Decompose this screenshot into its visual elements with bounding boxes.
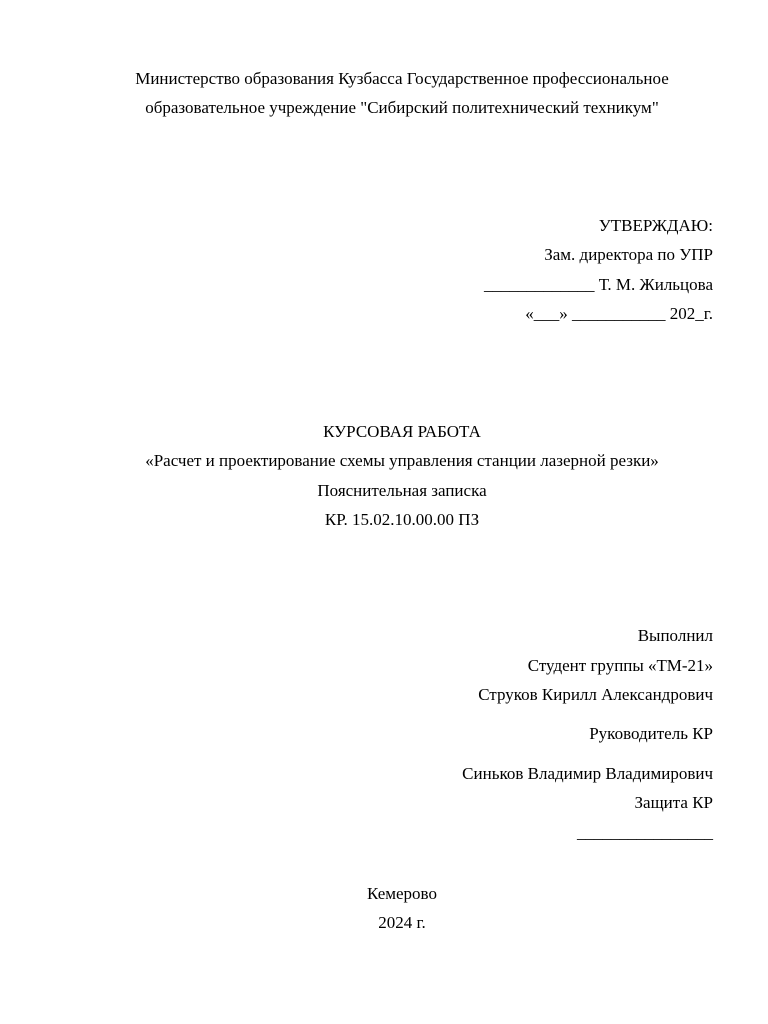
- footer-year: 2024 г.: [378, 913, 426, 932]
- work-subtitle: Пояснительная записка: [317, 481, 487, 500]
- approval-signature: _____________ Т. М. Жильцова: [483, 275, 713, 294]
- supervisor-name: Синьков Владимир Владимирович: [462, 764, 713, 783]
- work-type: КУРСОВАЯ РАБОТА: [323, 422, 481, 441]
- defense-signature-line: ________________: [577, 823, 713, 842]
- defense-label: Защита КР: [634, 793, 713, 812]
- footer-city: Кемерово: [367, 884, 437, 903]
- author-group: Студент группы «ТМ-21»: [527, 656, 713, 675]
- work-code: КР. 15.02.10.00.00 ПЗ: [324, 510, 480, 529]
- supervisor-label: Руководитель КР: [589, 724, 713, 743]
- author-label: Выполнил: [637, 626, 713, 645]
- author-name: Струков Кирилл Александрович: [478, 685, 713, 704]
- approval-position: Зам. директора по УПР: [544, 245, 713, 264]
- work-title: «Расчет и проектирование схемы управления станции лазерной резки»: [145, 451, 659, 470]
- approval-date: «___» ___________ 202_г.: [525, 304, 713, 323]
- ministry-line-2: образовательное учреждение "Сибирский политехнический техникум": [145, 98, 659, 117]
- ministry-line-1: Министерство образования Кузбасса Государственное профессиональное: [135, 69, 669, 88]
- approval-title: УТВЕРЖДАЮ:: [598, 216, 713, 235]
